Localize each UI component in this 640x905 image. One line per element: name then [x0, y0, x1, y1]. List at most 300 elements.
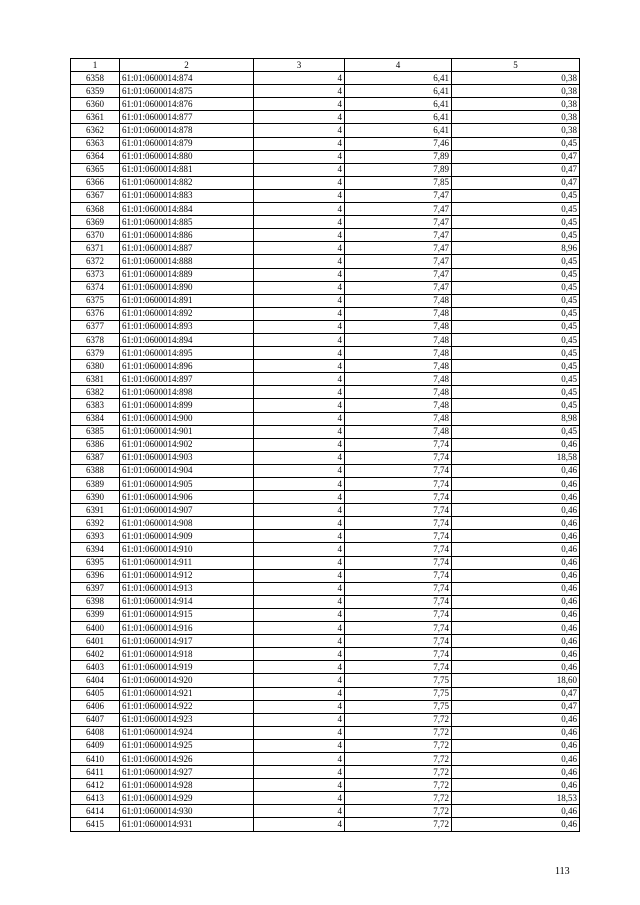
cadastral-number-cell: 61:01:0600014:901 — [120, 425, 254, 438]
col3-cell: 4 — [254, 726, 345, 739]
cadastral-number-cell: 61:01:0600014:929 — [120, 792, 254, 805]
table-row — [71, 713, 580, 726]
col3-cell: 4 — [254, 72, 345, 85]
table-header — [71, 59, 580, 72]
table-row — [71, 464, 580, 477]
table-row — [71, 307, 580, 320]
col5-cell: 0,46 — [452, 543, 580, 556]
table-row — [71, 608, 580, 621]
col3-cell: 4 — [254, 150, 345, 163]
cadastral-number-cell: 61:01:0600014:893 — [120, 320, 254, 333]
col5-cell: 0,46 — [452, 739, 580, 752]
col4-cell: 7,74 — [345, 504, 452, 517]
col4-cell: 7,74 — [345, 491, 452, 504]
col4-cell: 7,48 — [345, 294, 452, 307]
col3-cell: 4 — [254, 425, 345, 438]
col3-cell: 4 — [254, 595, 345, 608]
col5-cell: 8,96 — [452, 242, 580, 255]
row-number-cell: 6387 — [71, 451, 120, 464]
col3-cell: 4 — [254, 189, 345, 202]
row-number-cell: 6378 — [71, 333, 120, 346]
col4-cell: 7,48 — [345, 412, 452, 425]
col4-cell: 7,75 — [345, 700, 452, 713]
col3-cell: 4 — [254, 569, 345, 582]
col5-cell: 0,38 — [452, 111, 580, 124]
table-row — [71, 347, 580, 360]
col5-cell: 0,45 — [452, 294, 580, 307]
cadastral-number-cell: 61:01:0600014:891 — [120, 294, 254, 307]
col5-cell: 0,46 — [452, 517, 580, 530]
col5-cell: 0,38 — [452, 85, 580, 98]
table-row — [71, 163, 580, 176]
col3-cell: 4 — [254, 98, 345, 111]
col4-cell: 7,47 — [345, 268, 452, 281]
table-row — [71, 438, 580, 451]
col4-cell: 7,48 — [345, 399, 452, 412]
cadastral-number-cell: 61:01:0600014:925 — [120, 739, 254, 752]
row-number-cell: 6391 — [71, 504, 120, 517]
table-row — [71, 504, 580, 517]
col3-cell: 4 — [254, 307, 345, 320]
cadastral-number-cell: 61:01:0600014:892 — [120, 307, 254, 320]
data-table — [70, 58, 580, 832]
cadastral-number-cell: 61:01:0600014:889 — [120, 268, 254, 281]
row-number-cell: 6395 — [71, 556, 120, 569]
table-row — [71, 98, 580, 111]
col3-cell: 4 — [254, 608, 345, 621]
table-row — [71, 478, 580, 491]
col4-cell: 7,89 — [345, 150, 452, 163]
row-number-cell: 6386 — [71, 438, 120, 451]
row-number-cell: 6402 — [71, 648, 120, 661]
col3-cell: 4 — [254, 635, 345, 648]
col5-cell: 0,46 — [452, 622, 580, 635]
col3-cell: 4 — [254, 399, 345, 412]
col5-cell: 0,46 — [452, 648, 580, 661]
col4-cell: 6,41 — [345, 85, 452, 98]
col3-cell: 4 — [254, 124, 345, 137]
row-number-cell: 6412 — [71, 779, 120, 792]
col3-cell: 4 — [254, 216, 345, 229]
cadastral-number-cell: 61:01:0600014:917 — [120, 635, 254, 648]
col3-cell: 4 — [254, 438, 345, 451]
col4-cell: 6,41 — [345, 111, 452, 124]
table-row — [71, 530, 580, 543]
col4-cell: 7,75 — [345, 674, 452, 687]
row-number-cell: 6384 — [71, 412, 120, 425]
table-row — [71, 818, 580, 831]
col4-cell: 7,74 — [345, 543, 452, 556]
row-number-cell: 6371 — [71, 242, 120, 255]
col5-cell: 0,47 — [452, 700, 580, 713]
table-row — [71, 72, 580, 85]
row-number-cell: 6380 — [71, 360, 120, 373]
row-number-cell: 6373 — [71, 268, 120, 281]
col4-cell: 7,72 — [345, 805, 452, 818]
table-row — [71, 294, 580, 307]
cadastral-number-cell: 61:01:0600014:881 — [120, 163, 254, 176]
col4-cell: 7,74 — [345, 595, 452, 608]
col3-cell: 4 — [254, 766, 345, 779]
table-row — [71, 111, 580, 124]
row-number-cell: 6388 — [71, 464, 120, 477]
col3-cell: 4 — [254, 333, 345, 346]
col3-cell: 4 — [254, 752, 345, 765]
row-number-cell: 6398 — [71, 595, 120, 608]
col5-cell: 0,46 — [452, 752, 580, 765]
page-number: 113 — [555, 866, 570, 877]
col3-cell: 4 — [254, 517, 345, 530]
cadastral-number-cell: 61:01:0600014:907 — [120, 504, 254, 517]
col4-cell: 7,46 — [345, 137, 452, 150]
col3-cell: 4 — [254, 543, 345, 556]
table-row — [71, 792, 580, 805]
cadastral-number-cell: 61:01:0600014:914 — [120, 595, 254, 608]
col5-cell: 0,46 — [452, 818, 580, 831]
col4-cell: 6,41 — [345, 98, 452, 111]
table-row — [71, 216, 580, 229]
table-body — [71, 72, 580, 831]
cadastral-number-cell: 61:01:0600014:903 — [120, 451, 254, 464]
table-row — [71, 595, 580, 608]
cadastral-number-cell: 61:01:0600014:882 — [120, 176, 254, 189]
cadastral-number-cell: 61:01:0600014:930 — [120, 805, 254, 818]
col4-cell: 7,74 — [345, 582, 452, 595]
cadastral-number-cell: 61:01:0600014:878 — [120, 124, 254, 137]
col4-cell: 7,47 — [345, 216, 452, 229]
col5-cell: 0,45 — [452, 347, 580, 360]
col5-cell: 0,45 — [452, 255, 580, 268]
col4-cell: 7,72 — [345, 779, 452, 792]
cadastral-number-cell: 61:01:0600014:913 — [120, 582, 254, 595]
col4-cell: 6,41 — [345, 72, 452, 85]
row-number-cell: 6360 — [71, 98, 120, 111]
col3-cell: 4 — [254, 281, 345, 294]
col5-cell: 0,45 — [452, 229, 580, 242]
table-row — [71, 648, 580, 661]
row-number-cell: 6407 — [71, 713, 120, 726]
table-row — [71, 687, 580, 700]
row-number-cell: 6397 — [71, 582, 120, 595]
col5-cell: 18,53 — [452, 792, 580, 805]
table-row — [71, 137, 580, 150]
col3-cell: 4 — [254, 294, 345, 307]
table-row — [71, 242, 580, 255]
row-number-cell: 6366 — [71, 176, 120, 189]
cadastral-number-cell: 61:01:0600014:927 — [120, 766, 254, 779]
col4-cell: 7,74 — [345, 569, 452, 582]
cadastral-number-cell: 61:01:0600014:906 — [120, 491, 254, 504]
col3-cell: 4 — [254, 320, 345, 333]
row-number-cell: 6406 — [71, 700, 120, 713]
table-row — [71, 739, 580, 752]
cadastral-number-cell: 61:01:0600014:915 — [120, 608, 254, 621]
col3-cell: 4 — [254, 792, 345, 805]
col5-cell: 0,38 — [452, 124, 580, 137]
table-row — [71, 320, 580, 333]
row-number-cell: 6403 — [71, 661, 120, 674]
col5-cell: 0,46 — [452, 635, 580, 648]
col4-cell: 7,48 — [345, 386, 452, 399]
row-number-cell: 6396 — [71, 569, 120, 582]
row-number-cell: 6400 — [71, 622, 120, 635]
row-number-cell: 6375 — [71, 294, 120, 307]
col5-cell: 0,46 — [452, 595, 580, 608]
col4-cell: 6,41 — [345, 124, 452, 137]
col3-cell: 4 — [254, 700, 345, 713]
col5-cell: 0,45 — [452, 281, 580, 294]
cadastral-number-cell: 61:01:0600014:884 — [120, 203, 254, 216]
col5-cell: 0,45 — [452, 137, 580, 150]
row-number-cell: 6392 — [71, 517, 120, 530]
col3-cell: 4 — [254, 674, 345, 687]
col3-cell: 4 — [254, 451, 345, 464]
col4-cell: 7,47 — [345, 189, 452, 202]
row-number-cell: 6413 — [71, 792, 120, 805]
row-number-cell: 6410 — [71, 752, 120, 765]
cadastral-number-cell: 61:01:0600014:928 — [120, 779, 254, 792]
col4-cell: 7,74 — [345, 622, 452, 635]
cadastral-number-cell: 61:01:0600014:931 — [120, 818, 254, 831]
cadastral-number-cell: 61:01:0600014:898 — [120, 386, 254, 399]
cadastral-number-cell: 61:01:0600014:885 — [120, 216, 254, 229]
cadastral-number-cell: 61:01:0600014:924 — [120, 726, 254, 739]
row-number-cell: 6361 — [71, 111, 120, 124]
col3-cell: 4 — [254, 779, 345, 792]
table-row — [71, 176, 580, 189]
row-number-cell: 6369 — [71, 216, 120, 229]
col4-cell: 7,74 — [345, 556, 452, 569]
col5-cell: 0,46 — [452, 504, 580, 517]
col3-cell: 4 — [254, 739, 345, 752]
col3-cell: 4 — [254, 622, 345, 635]
col5-cell: 0,45 — [452, 386, 580, 399]
col3-cell: 4 — [254, 412, 345, 425]
row-number-cell: 6358 — [71, 72, 120, 85]
col3-cell: 4 — [254, 242, 345, 255]
table-row — [71, 451, 580, 464]
header-col-4: 4 — [345, 59, 452, 72]
row-number-cell: 6365 — [71, 163, 120, 176]
cadastral-number-cell: 61:01:0600014:883 — [120, 189, 254, 202]
col5-cell: 0,45 — [452, 360, 580, 373]
cadastral-number-cell: 61:01:0600014:922 — [120, 700, 254, 713]
row-number-cell: 6377 — [71, 320, 120, 333]
col5-cell: 18,60 — [452, 674, 580, 687]
table-row — [71, 281, 580, 294]
col4-cell: 7,74 — [345, 517, 452, 530]
row-number-cell: 6414 — [71, 805, 120, 818]
col3-cell: 4 — [254, 386, 345, 399]
col5-cell: 0,47 — [452, 687, 580, 700]
cadastral-number-cell: 61:01:0600014:896 — [120, 360, 254, 373]
col5-cell: 0,46 — [452, 779, 580, 792]
cadastral-number-cell: 61:01:0600014:874 — [120, 72, 254, 85]
cadastral-number-cell: 61:01:0600014:877 — [120, 111, 254, 124]
col4-cell: 7,74 — [345, 530, 452, 543]
col4-cell: 7,72 — [345, 726, 452, 739]
table-row — [71, 386, 580, 399]
table-row — [71, 766, 580, 779]
row-number-cell: 6383 — [71, 399, 120, 412]
row-number-cell: 6390 — [71, 491, 120, 504]
col4-cell: 7,48 — [345, 360, 452, 373]
row-number-cell: 6399 — [71, 608, 120, 621]
cadastral-number-cell: 61:01:0600014:888 — [120, 255, 254, 268]
col5-cell: 0,46 — [452, 661, 580, 674]
col3-cell: 4 — [254, 491, 345, 504]
col5-cell: 0,46 — [452, 491, 580, 504]
col4-cell: 7,74 — [345, 438, 452, 451]
cadastral-number-cell: 61:01:0600014:910 — [120, 543, 254, 556]
col5-cell: 0,45 — [452, 307, 580, 320]
col4-cell: 7,72 — [345, 792, 452, 805]
cadastral-number-cell: 61:01:0600014:904 — [120, 464, 254, 477]
col5-cell: 0,45 — [452, 203, 580, 216]
row-number-cell: 6382 — [71, 386, 120, 399]
row-number-cell: 6368 — [71, 203, 120, 216]
table-row — [71, 805, 580, 818]
cadastral-number-cell: 61:01:0600014:919 — [120, 661, 254, 674]
col5-cell: 0,46 — [452, 464, 580, 477]
cadastral-number-cell: 61:01:0600014:912 — [120, 569, 254, 582]
row-number-cell: 6405 — [71, 687, 120, 700]
col3-cell: 4 — [254, 687, 345, 700]
col5-cell: 0,45 — [452, 268, 580, 281]
col3-cell: 4 — [254, 648, 345, 661]
col4-cell: 7,72 — [345, 752, 452, 765]
cadastral-number-cell: 61:01:0600014:909 — [120, 530, 254, 543]
col4-cell: 7,48 — [345, 333, 452, 346]
row-number-cell: 6372 — [71, 255, 120, 268]
cadastral-number-cell: 61:01:0600014:880 — [120, 150, 254, 163]
row-number-cell: 6401 — [71, 635, 120, 648]
table-row — [71, 360, 580, 373]
col5-cell: 18,58 — [452, 451, 580, 464]
row-number-cell: 6362 — [71, 124, 120, 137]
col5-cell: 0,46 — [452, 766, 580, 779]
header-col-3: 3 — [254, 59, 345, 72]
row-number-cell: 6376 — [71, 307, 120, 320]
cadastral-number-cell: 61:01:0600014:887 — [120, 242, 254, 255]
col3-cell: 4 — [254, 255, 345, 268]
col4-cell: 7,74 — [345, 464, 452, 477]
table-row — [71, 333, 580, 346]
col3-cell: 4 — [254, 163, 345, 176]
row-number-cell: 6415 — [71, 818, 120, 831]
row-number-cell: 6409 — [71, 739, 120, 752]
table-row — [71, 622, 580, 635]
col4-cell: 7,48 — [345, 425, 452, 438]
cadastral-number-cell: 61:01:0600014:905 — [120, 478, 254, 491]
col4-cell: 7,72 — [345, 818, 452, 831]
col5-cell: 0,45 — [452, 373, 580, 386]
col3-cell: 4 — [254, 176, 345, 189]
row-number-cell: 6408 — [71, 726, 120, 739]
col3-cell: 4 — [254, 582, 345, 595]
table-row — [71, 412, 580, 425]
col3-cell: 4 — [254, 805, 345, 818]
col4-cell: 7,74 — [345, 608, 452, 621]
col5-cell: 0,46 — [452, 726, 580, 739]
col5-cell: 0,46 — [452, 438, 580, 451]
row-number-cell: 6374 — [71, 281, 120, 294]
header-col-5: 5 — [452, 59, 580, 72]
col5-cell: 8,98 — [452, 412, 580, 425]
col5-cell: 0,45 — [452, 333, 580, 346]
col5-cell: 0,46 — [452, 582, 580, 595]
col4-cell: 7,47 — [345, 255, 452, 268]
col5-cell: 0,38 — [452, 72, 580, 85]
table-row — [71, 674, 580, 687]
col4-cell: 7,72 — [345, 713, 452, 726]
row-number-cell: 6385 — [71, 425, 120, 438]
col5-cell: 0,38 — [452, 98, 580, 111]
row-number-cell: 6363 — [71, 137, 120, 150]
cadastral-number-cell: 61:01:0600014:926 — [120, 752, 254, 765]
col4-cell: 7,48 — [345, 320, 452, 333]
cadastral-number-cell: 61:01:0600014:920 — [120, 674, 254, 687]
cadastral-number-cell: 61:01:0600014:921 — [120, 687, 254, 700]
table-row — [71, 425, 580, 438]
col4-cell: 7,74 — [345, 661, 452, 674]
row-number-cell: 6359 — [71, 85, 120, 98]
col5-cell: 0,46 — [452, 608, 580, 621]
col5-cell: 0,47 — [452, 163, 580, 176]
row-number-cell: 6379 — [71, 347, 120, 360]
cadastral-number-cell: 61:01:0600014:895 — [120, 347, 254, 360]
col4-cell: 7,72 — [345, 739, 452, 752]
row-number-cell: 6389 — [71, 478, 120, 491]
table-row — [71, 189, 580, 202]
table-row — [71, 700, 580, 713]
header-col-2: 2 — [120, 59, 254, 72]
table-row — [71, 124, 580, 137]
col3-cell: 4 — [254, 713, 345, 726]
table-row — [71, 203, 580, 216]
col4-cell: 7,72 — [345, 766, 452, 779]
row-number-cell: 6404 — [71, 674, 120, 687]
table-row — [71, 569, 580, 582]
col5-cell: 0,46 — [452, 530, 580, 543]
col5-cell: 0,46 — [452, 713, 580, 726]
table-row — [71, 556, 580, 569]
col4-cell: 7,74 — [345, 635, 452, 648]
col5-cell: 0,45 — [452, 320, 580, 333]
table-row — [71, 229, 580, 242]
col5-cell: 0,47 — [452, 176, 580, 189]
row-number-cell: 6393 — [71, 530, 120, 543]
row-number-cell: 6364 — [71, 150, 120, 163]
cadastral-number-cell: 61:01:0600014:894 — [120, 333, 254, 346]
col3-cell: 4 — [254, 229, 345, 242]
col3-cell: 4 — [254, 347, 345, 360]
cadastral-number-cell: 61:01:0600014:876 — [120, 98, 254, 111]
col3-cell: 4 — [254, 478, 345, 491]
cadastral-number-cell: 61:01:0600014:918 — [120, 648, 254, 661]
col5-cell: 0,45 — [452, 189, 580, 202]
col5-cell: 0,47 — [452, 150, 580, 163]
col5-cell: 0,45 — [452, 399, 580, 412]
cadastral-number-cell: 61:01:0600014:911 — [120, 556, 254, 569]
row-number-cell: 6370 — [71, 229, 120, 242]
col3-cell: 4 — [254, 373, 345, 386]
table-row — [71, 661, 580, 674]
table-row — [71, 399, 580, 412]
col3-cell: 4 — [254, 203, 345, 216]
cadastral-number-cell: 61:01:0600014:899 — [120, 399, 254, 412]
col4-cell: 7,48 — [345, 347, 452, 360]
